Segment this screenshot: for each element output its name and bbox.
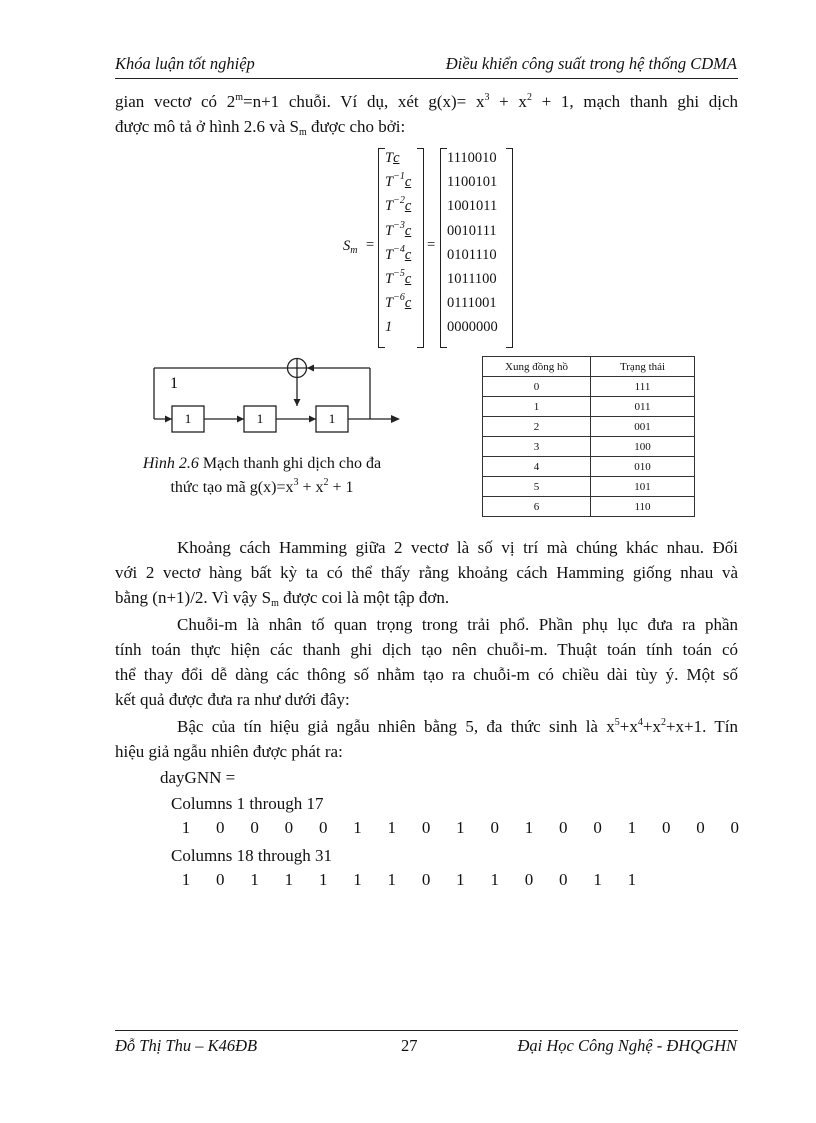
sequence-digit: 0 — [421, 818, 431, 837]
sequence-digit: 0 — [284, 818, 294, 837]
table-row — [483, 437, 695, 457]
sequence-digit: 1 — [250, 870, 259, 889]
footer-rule — [115, 1030, 738, 1031]
right-matrix-entry: 0010111 — [447, 222, 497, 239]
sequence-digit: 1 — [593, 870, 602, 889]
figure-caption: Hình 2.6 Mạch thanh ghi dịch cho đa thức tạo mã $g(x)=x^3 + x^2 + 1$ — [142, 455, 382, 496]
clock-cell: 3 — [483, 437, 591, 457]
left-matrix-close-bracket — [417, 148, 424, 348]
header-right: Điều khiển công suất trong hệ thống CDMA — [445, 54, 737, 73]
mseq-line-3: thể thay đổi dễ dàng các thông số nhằm tạo ra chuỗi-m có chiều dài tùy ý. Một số — [115, 665, 738, 684]
register-2-value: 1 — [256, 411, 264, 426]
footer-author: Đỗ Thị Thu – K46ĐB — [115, 1036, 258, 1055]
sequence-digit: 0 — [250, 818, 259, 837]
right-matrix-entry: 0101110 — [447, 246, 497, 263]
sequence-digit: 1 — [627, 818, 637, 837]
sequence-digit: 0 — [593, 818, 602, 837]
clock-cell: 6 — [483, 497, 591, 517]
mseq-line-4: kết quả được đưa ra như dưới đây: — [115, 690, 350, 709]
table-header-row — [483, 357, 695, 377]
right-matrix-entry: 1110010 — [447, 150, 497, 166]
state-cell: 110 — [591, 497, 695, 517]
left-matrix-entry: $T^{-3}c$ — [385, 219, 412, 239]
columns-2-label: Columns 18 through 31 — [171, 846, 333, 865]
matrix-lhs: $S_m$ — [343, 238, 358, 256]
feedback-label: 1 — [170, 375, 178, 392]
clock-cell: 4 — [483, 457, 591, 477]
sequence-digit: 0 — [216, 818, 225, 837]
intro-line-1: gian vectơ có $2^m=n+1$ chuỗi. Ví dụ, xét $g(x)= x^3 + x^2 + 1$, mạch thanh ghi dịch — [115, 92, 738, 111]
left-matrix-entry: $T^{-6}c$ — [385, 292, 412, 312]
state-cell: 010 — [591, 457, 695, 477]
state-table — [482, 356, 695, 517]
register-3-value: 1 — [328, 411, 336, 426]
sequence-digit: 1 — [181, 818, 191, 837]
clock-cell: 0 — [483, 377, 591, 397]
state-cell: 011 — [591, 397, 695, 417]
register-1-value: 1 — [184, 411, 192, 426]
header-left: Khóa luận tốt nghiệp — [115, 54, 255, 73]
right-matrix-entry: 1001011 — [447, 198, 498, 215]
sequence-digit: 1 — [387, 870, 397, 889]
sequence-digit: 0 — [559, 818, 568, 837]
columns-1-label: Columns 1 through 17 — [171, 794, 324, 813]
table-row — [483, 377, 695, 397]
sequence-digit: 0 — [661, 818, 671, 837]
mseq-line-1: Chuỗi-m là nhân tố quan trọng trong trải phổ. Phần phụ lục đưa ra phần — [177, 615, 738, 634]
clock-cell: 5 — [483, 477, 591, 497]
equals-sign-2: = — [427, 237, 436, 253]
state-cell: 001 — [591, 417, 695, 437]
header-rule — [115, 78, 738, 79]
sequence-digit: 1 — [284, 870, 294, 889]
shift-register-diagram — [140, 352, 410, 437]
sequence-digit: 0 — [559, 870, 568, 889]
left-matrix-entry: $T^{-4}c$ — [385, 243, 412, 263]
left-matrix-entry: 1 — [385, 319, 393, 336]
right-matrix-entry: 0111001 — [447, 295, 497, 312]
left-matrix-entry: $T^{-2}c$ — [385, 195, 412, 215]
output-var-line: dayGNN = — [160, 768, 236, 787]
left-matrix-open-bracket — [378, 148, 385, 348]
sequence-digit: 1 — [456, 870, 465, 889]
table-row — [483, 497, 695, 517]
page-footer — [115, 1036, 737, 1056]
left-matrix-entry: $T^{-5}c$ — [385, 268, 412, 287]
footer-university: Đại Học Công Nghệ - ĐHQGHN — [517, 1036, 737, 1055]
left-matrix-entry: Tc — [385, 150, 400, 166]
hamming-line-3: bằng (n+1)/2. Vì vậy $S_m$ được coi là một tập đơn. — [115, 588, 450, 609]
sequence-digit: 1 — [490, 870, 499, 889]
sequence-digit: 0 — [524, 870, 534, 889]
sequence-digit: 0 — [318, 818, 328, 837]
figure-label: Hình 2.6 — [142, 455, 199, 472]
table-row — [483, 477, 695, 497]
state-cell: 100 — [591, 437, 695, 457]
state-cell: 101 — [591, 477, 695, 497]
sequence-digit: 1 — [181, 870, 191, 889]
table-row — [483, 417, 695, 437]
right-matrix-entry: 1011100 — [447, 271, 497, 287]
sequence-digit: 0 — [730, 818, 740, 837]
clock-cell: 1 — [483, 397, 591, 417]
degree-line-1: Bậc của tín hiệu giả ngẫu nhiên bằng 5, đa thức sinh là $x^5+x^4+x^2+x+1$. Tín — [177, 717, 739, 736]
sequence-digit: 1 — [524, 818, 534, 837]
intro-line-2: được mô tả ở hình 2.6 và $S_m$ được cho bởi: — [115, 117, 406, 138]
mseq-line-2: tính toán thực hiện các thanh ghi dịch tạo nên chuỗi-m. Thuật toán tính toán có — [115, 640, 738, 659]
header-clock: Xung đồng hồ — [483, 357, 591, 377]
hamming-line-2: với 2 vectơ hàng bất kỳ ta có thể thấy rằng khoảng cách Hamming giống nhau và — [115, 563, 738, 582]
table-row — [483, 397, 695, 417]
right-matrix-close-bracket — [506, 148, 513, 348]
table-row — [483, 457, 695, 477]
sequence-digit: 0 — [421, 870, 431, 889]
right-matrix-entry: 0000000 — [447, 319, 498, 336]
right-matrix-entry: 1100101 — [447, 174, 498, 191]
sequence-digit: 1 — [387, 818, 397, 837]
page-number: 27 — [401, 1036, 418, 1055]
clock-cell: 2 — [483, 417, 591, 437]
sequence-digit: 1 — [353, 818, 362, 837]
degree-line-2: hiệu giả ngẫu nhiên được phát ra: — [115, 742, 343, 761]
hamming-line-1: Khoảng cách Hamming giữa 2 vectơ là số vị trí mà chúng khác nhau. Đối — [177, 538, 738, 557]
sequence-digit: 0 — [216, 870, 225, 889]
sequence-digit: 1 — [627, 870, 637, 889]
sequence-digit: 0 — [490, 818, 499, 837]
sequence-digit: 1 — [318, 870, 328, 889]
sequence-digit: 1 — [353, 870, 362, 889]
left-matrix-entry: $T^{-1}c$ — [385, 171, 412, 191]
state-cell: 111 — [591, 377, 695, 397]
right-matrix-open-bracket — [440, 148, 447, 348]
sequence-digit: 0 — [696, 818, 705, 837]
equals-sign-1: = — [366, 237, 375, 253]
sequence-digit: 1 — [456, 818, 465, 837]
header-state: Trạng thái — [591, 357, 695, 377]
